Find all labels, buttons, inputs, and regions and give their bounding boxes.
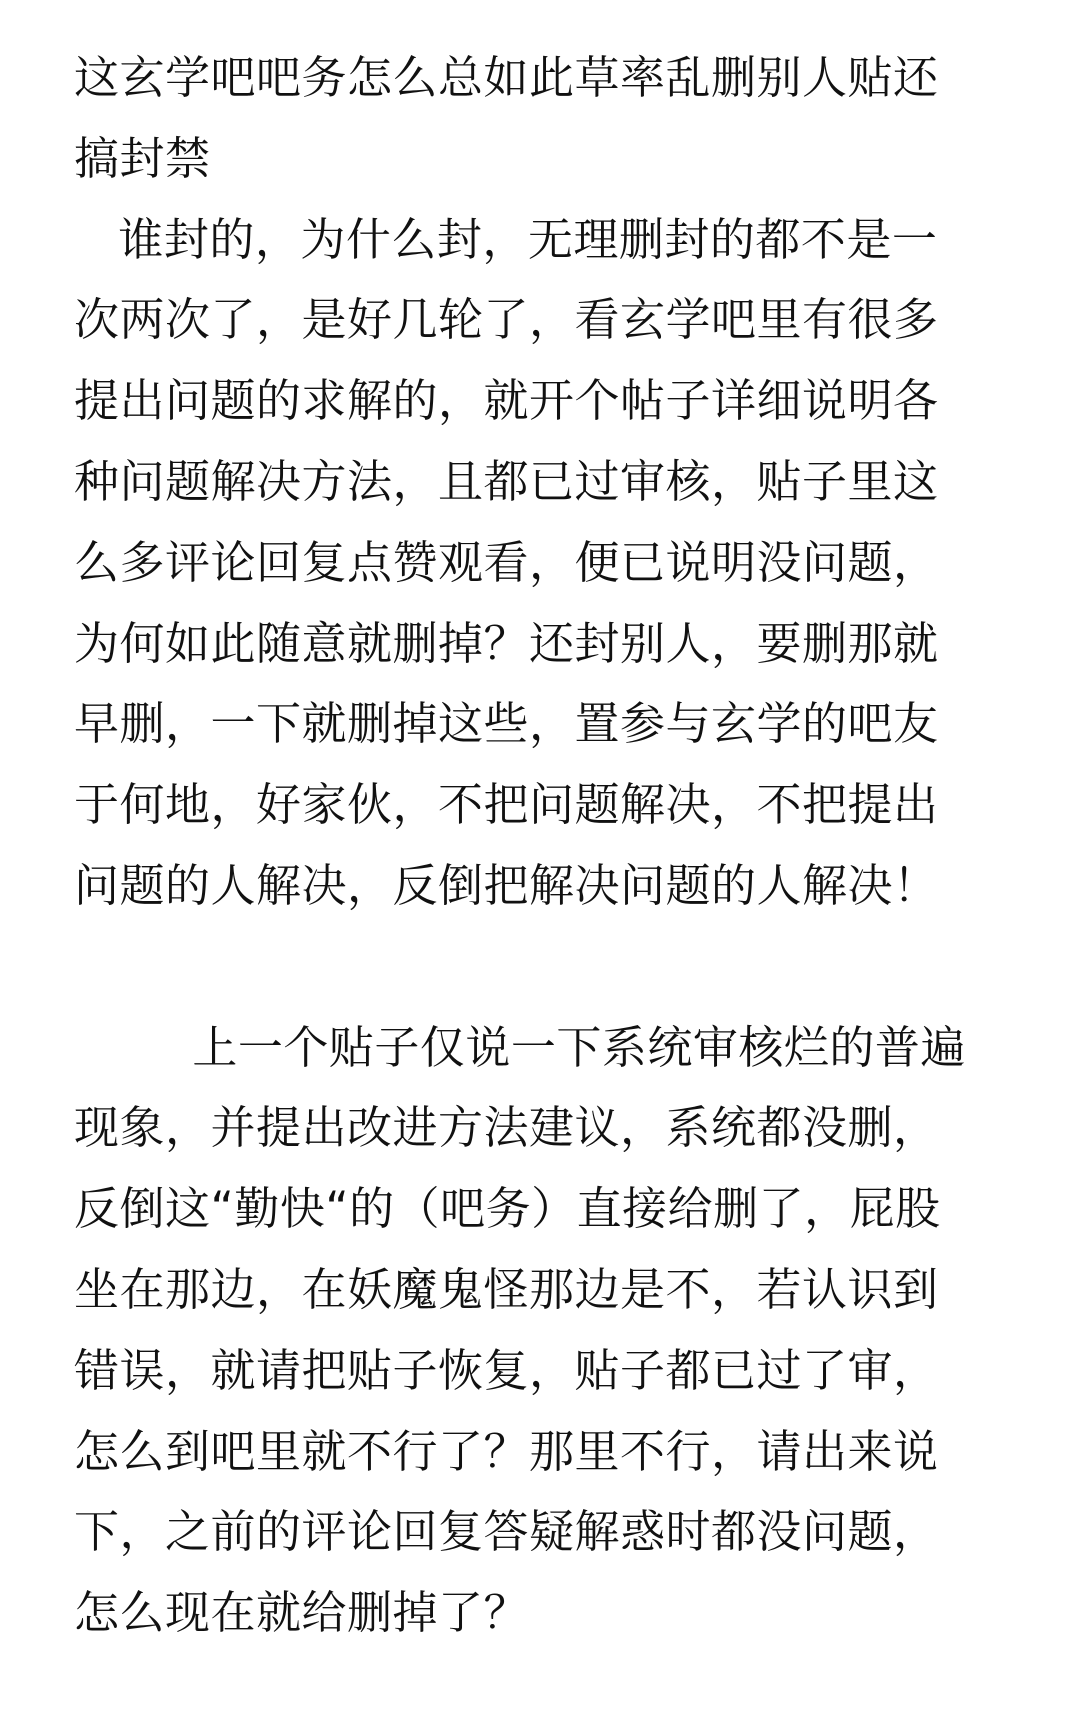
text-line: 次两次了，是好几轮了，看玄学吧里有很多 bbox=[74, 293, 939, 347]
text-line: 提出问题的求解的，就开个帖子详细说明各 bbox=[74, 374, 939, 428]
text-line: 下，之前的评论回复答疑解惑时都没问题， bbox=[74, 1505, 939, 1559]
text-line: 于何地，好家伙，不把问题解决，不把提出 bbox=[74, 778, 939, 832]
paragraph-gap bbox=[74, 927, 1004, 1008]
text-line: 上一个贴子仅说一下系统审核烂的普遍 bbox=[74, 1020, 966, 1074]
text-line: 这玄学吧吧务怎么总如此草率乱删别人贴还 bbox=[74, 51, 939, 104]
text-line: 坐在那边，在妖魔鬼怪那边是不，若认识到 bbox=[74, 1262, 939, 1316]
text-line: 问题的人解决，反倒把解决问题的人解决！ bbox=[74, 858, 939, 912]
text-line: 怎么现在就给删掉了？ bbox=[74, 1586, 530, 1640]
text-line: 早删，一下就删掉这些，置参与玄学的吧友 bbox=[74, 697, 939, 751]
text-line: 谁封的，为什么封，无理删封的都不是一 bbox=[74, 212, 938, 266]
text-line: 怎么到吧里就不行了？那里不行，请出来说 bbox=[74, 1424, 939, 1478]
text-line: 种问题解决方法，且都已过审核，贴子里这 bbox=[74, 454, 939, 508]
text-line: 为何如此随意就删掉？还封别人，要删那就 bbox=[74, 616, 939, 670]
text-line: 现象，并提出改进方法建议，系统都没删， bbox=[74, 1101, 939, 1155]
post-body bbox=[74, 38, 1004, 1654]
text-line: 搞封禁 bbox=[74, 131, 211, 185]
text-line: 错误，就请把贴子恢复，贴子都已过了审， bbox=[74, 1343, 939, 1397]
text-line: 反倒这“勤快“的（吧务）直接给删了，屁股 bbox=[74, 1182, 941, 1236]
text-line: 么多评论回复点赞观看，便已说明没问题， bbox=[74, 535, 939, 589]
